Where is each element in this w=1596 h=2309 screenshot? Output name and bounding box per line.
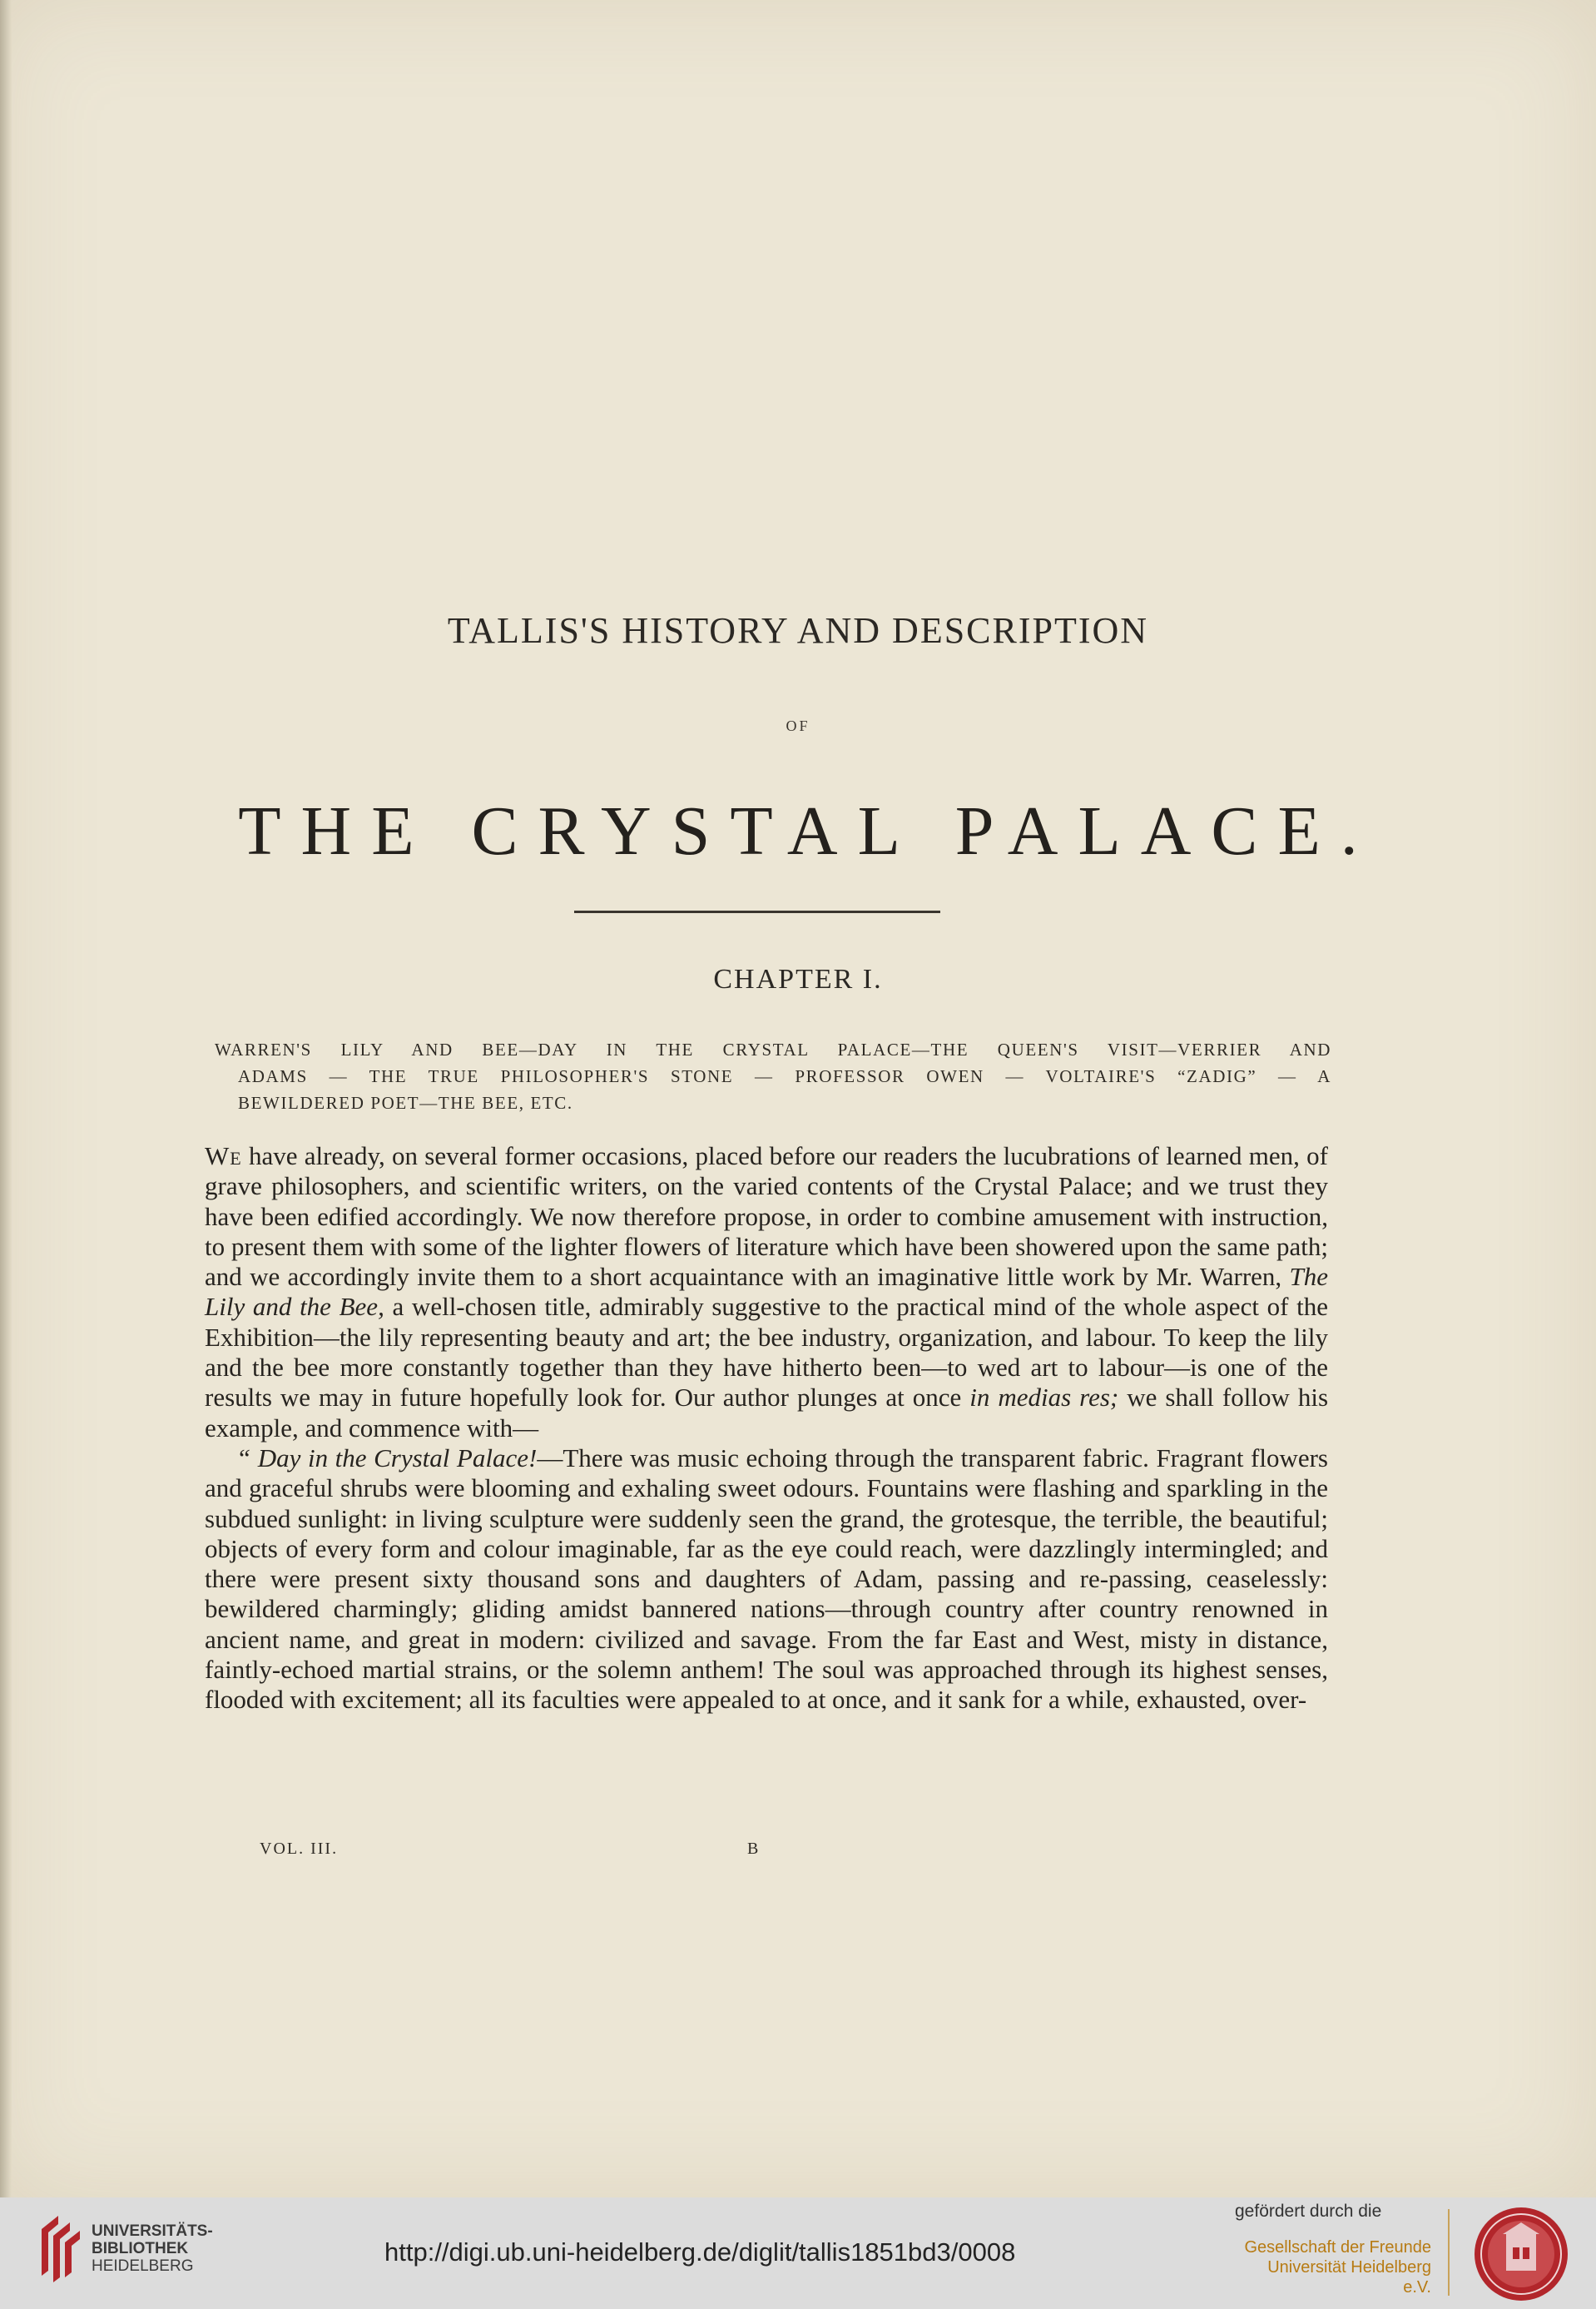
title-rule [574,911,940,913]
page-gutter [0,0,12,2197]
sponsor-label: gefördert durch die [1235,2202,1382,2221]
chapter-synopsis [215,1036,1331,1116]
title-of: OF [786,718,810,734]
body-text [205,1141,1328,1716]
opening-word: We [205,1141,242,1170]
synopsis-line: ADAMS — THE TRUE PHILOSOPHER'S STONE — PROFESSOR OWEN — VOLTAIRE'S “ZADIG” — A [238,1066,1331,1086]
signature-mark: B [747,1840,759,1858]
library-name-line: UNIVERSITÄTS- [92,2222,213,2240]
library-logo-icon[interactable] [37,2211,83,2284]
synopsis-line: WARREN'S LILY AND BEE—DAY IN THE CRYSTAL PALACE—THE QUEEN'S VISIT—VERRIER AND [215,1040,1331,1060]
book-title: The Lily and the Bee, [205,1262,1328,1322]
text-run: we shall follow his example, and commence with— [205,1383,1329,1443]
volume-label: VOL. III. [260,1840,339,1858]
permalink-url[interactable]: http://digi.ub.uni-heidelberg.de/diglit/tallis1851bd3/0008 [384,2237,1016,2267]
library-name-line: HEIDELBERG [92,2257,194,2275]
sponsor-name-line: Universität Heidelberg e.V. [1267,2258,1431,2297]
synopsis-line: BEWILDERED POET—THE BEE, ETC. [238,1093,573,1113]
footer-divider [1448,2209,1450,2296]
university-seal-icon[interactable] [1471,2204,1571,2304]
library-name-line: BIBLIOTHEK [92,2240,189,2257]
text-run: —There was music echoing through the transparent fabric. Fragrant flowers and graceful shrubs were blooming and exhaling sweet odours. Fountains were flashing and sparkling in the subdued sunlight: in living sculpture were suddenly seen the grand, the grotesque, the terrible, the beautiful; objects of every form and colour imaginable, far as the eye could reach, were dazzlingly intermingled; and there were present sixty thousand sons and daughters of Adam, passing and re-passing, ceaselessly: bewildered charmingly; gliding amidst bannered nations—through country after country renowned in ancient name, and great in modern: civilized and savage. From the far East and West, misty in distance, faintly-echoed martial strains, or the solemn anthem! The soul was approached through its highest senses, flooded with excitement; all its faculties were appealed to at once, and it sank for a while, exhausted, over- [205,1443,1328,1715]
latin-phrase: in medias res; [969,1383,1119,1413]
paragraph [205,1443,1328,1716]
library-name[interactable] [92,2222,213,2275]
chapter-heading: CHAPTER I. [713,964,883,995]
text-run: have already, on several former occasions, placed before our readers the lucubrations of learned men, of grave philosophers, and scientific writers, on the varied contents of the Crystal Palace; and we trust they have been edified accordingly. We now therefore propose, in order to combine amusement with instruction, to present them with some of the lighter flowers of literature which have been showered upon the same path; and we accordingly invite them to a short acquaintance with an imaginative little work by Mr. Warren, [205,1141,1328,1292]
quote-heading: “ Day in the Crystal Palace! [236,1443,538,1472]
text-run: a well-chosen title, admirably suggestive to the practical mind of the whole aspect of the Exhibition—the lily representing beauty and art; the bee industry, organization, and labour. To keep the lily and the bee more constantly together than they have hitherto been—to wed art to labour—is one of the results we may in future hopefully look for. Our author plunges at once [205,1292,1328,1413]
paragraph [205,1141,1328,1443]
title-line-top: TALLIS'S HISTORY AND DESCRIPTION [447,610,1149,651]
sponsor-name[interactable] [1235,2237,1431,2297]
page-title: THE CRYSTAL PALACE. [238,792,1378,870]
sponsor-name-line: Gesellschaft der Freunde [1244,2238,1431,2257]
